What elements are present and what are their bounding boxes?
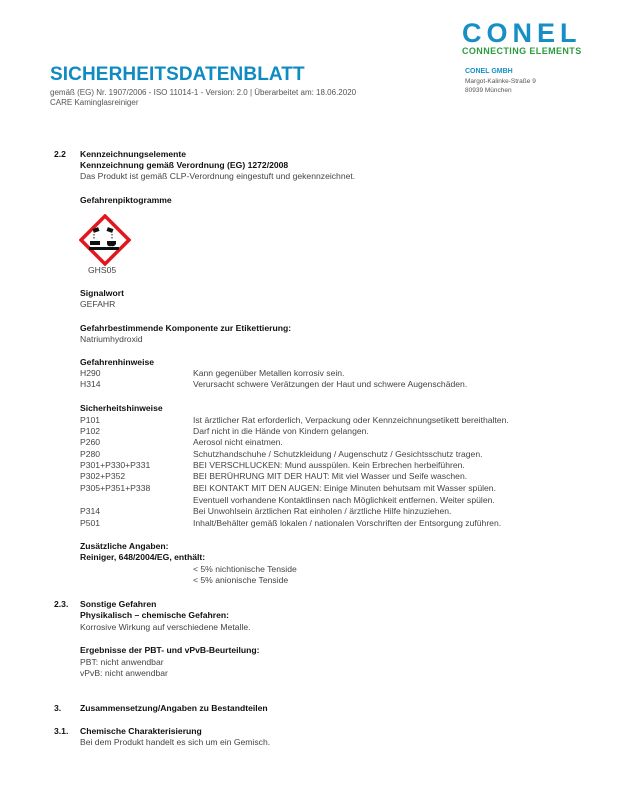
hazard-text: Verursacht schwere Verätzungen der Haut und schwere Augenschäden. — [193, 379, 468, 389]
precaution-text: BEI VERSCHLUCKEN: Mund ausspülen. Kein Erbrechen herbeiführen. — [193, 460, 465, 470]
hazard-heading: Gefahrenhinweise — [80, 357, 155, 367]
document-title: SICHERHEITSDATENBLATT — [50, 64, 305, 85]
section-number: 3. — [54, 703, 62, 713]
additional-item: < 5% anionische Tenside — [193, 575, 289, 585]
pictogram-heading: Gefahrenpiktogramme — [80, 195, 172, 205]
section-number: 3.1. — [54, 726, 69, 736]
precaution-text: Inhalt/Behälter gemäß lokalen / nationalen Vorschriften der Entsorgung zuführen. — [193, 518, 502, 528]
precaution-code: P314 — [80, 506, 101, 516]
precaution-text: Eventuell vorhandene Kontaktlinsen nach Möglichkeit entfernen. Weiter spülen. — [193, 495, 495, 505]
precaution-text: BEI KONTAKT MIT DEN AUGEN: Einige Minuten behutsam mit Wasser spülen. — [193, 483, 496, 493]
signalword-value: GEFAHR — [80, 299, 116, 309]
company-city: 80939 München — [465, 87, 512, 94]
precaution-code: P302+P352 — [80, 471, 126, 481]
precaution-heading: Sicherheitshinweise — [80, 403, 163, 413]
pictogram-label: GHS05 — [88, 265, 117, 275]
additional-item: < 5% nichtionische Tenside — [193, 564, 297, 574]
section-heading: Chemische Charakterisierung — [80, 726, 202, 736]
precaution-text: BEI BERÜHRUNG MIT DER HAUT: Mit viel Wasser und Seife waschen. — [193, 471, 468, 481]
precaution-code: P260 — [80, 437, 101, 447]
section-heading: Sonstige Gefahren — [80, 599, 157, 609]
precaution-code: P305+P351+P338 — [80, 483, 151, 493]
hazard-code: H290 — [80, 368, 101, 378]
conel-logo: CONEL — [462, 18, 582, 48]
precaution-code: P301+P330+P331 — [80, 460, 151, 470]
pbt-heading: Ergebnisse der PBT- und vPvB-Beurteilung: — [80, 645, 260, 655]
signalword-heading: Signalwort — [80, 288, 124, 298]
physical-hazard-text: Korrosive Wirkung auf verschiedene Metalle. — [80, 622, 251, 632]
precaution-code: P501 — [80, 518, 101, 528]
logo-tagline: CONNECTING ELEMENTS — [462, 46, 582, 56]
vpvb-value: vPvB: nicht anwendbar — [80, 668, 168, 678]
hazard-text: Kann gegenüber Metallen korrosiv sein. — [193, 368, 345, 378]
company-street: Margot-Kalinke-Straße 9 — [465, 78, 536, 85]
precaution-code: P101 — [80, 415, 101, 425]
section-subheading: Physikalisch – chemische Gefahren: — [80, 610, 230, 620]
section-heading: Zusammensetzung/Angaben zu Bestandteilen — [80, 703, 268, 713]
characterisation-text: Bei dem Produkt handelt es sich um ein Gemisch. — [80, 737, 271, 747]
precaution-text: Darf nicht in die Hände von Kindern gelangen. — [193, 426, 369, 436]
precaution-code: P280 — [80, 449, 101, 459]
document-meta: gemäß (EG) Nr. 1907/2006 - ISO 11014-1 - Version: 2.0 | Überarbeitet am: 18.06.2020 — [50, 88, 357, 97]
additional-heading: Zusätzliche Angaben: — [80, 541, 169, 551]
precaution-text: Ist ärztlicher Rat erforderlich, Verpackung oder Kennzeichnungsetikett bereithalten. — [193, 415, 509, 425]
classification-text: Das Produkt ist gemäß CLP-Verordnung eingestuft und gekennzeichnet. — [80, 171, 356, 181]
additional-subheading: Reiniger, 648/2004/EG, enthält: — [80, 552, 206, 562]
section-number: 2.2 — [54, 149, 66, 159]
section-heading: Kennzeichnungselemente — [80, 149, 187, 159]
precaution-text: Aerosol nicht einatmen. — [193, 437, 283, 447]
hazard-code: H314 — [80, 379, 101, 389]
precaution-text: Schutzhandschuhe / Schutzkleidung / Augenschutz / Gesichtsschutz tragen. — [193, 449, 483, 459]
ghs05-corrosion-icon — [79, 214, 131, 266]
pbt-value: PBT: nicht anwendbar — [80, 657, 164, 667]
company-name: CONEL GMBH — [465, 68, 513, 75]
component-value: Natriumhydroxid — [80, 334, 143, 344]
component-heading: Gefahrbestimmende Komponente zur Etikettierung: — [80, 323, 292, 333]
section-subheading: Kennzeichnung gemäß Verordnung (EG) 1272/2008 — [80, 160, 289, 170]
precaution-code: P102 — [80, 426, 101, 436]
product-name: CARE Kaminglasreiniger — [50, 98, 139, 107]
precaution-text: Bei Unwohlsein ärztlichen Rat einholen / ärztliche Hilfe hinzuziehen. — [193, 506, 452, 516]
section-number: 2.3. — [54, 599, 69, 609]
